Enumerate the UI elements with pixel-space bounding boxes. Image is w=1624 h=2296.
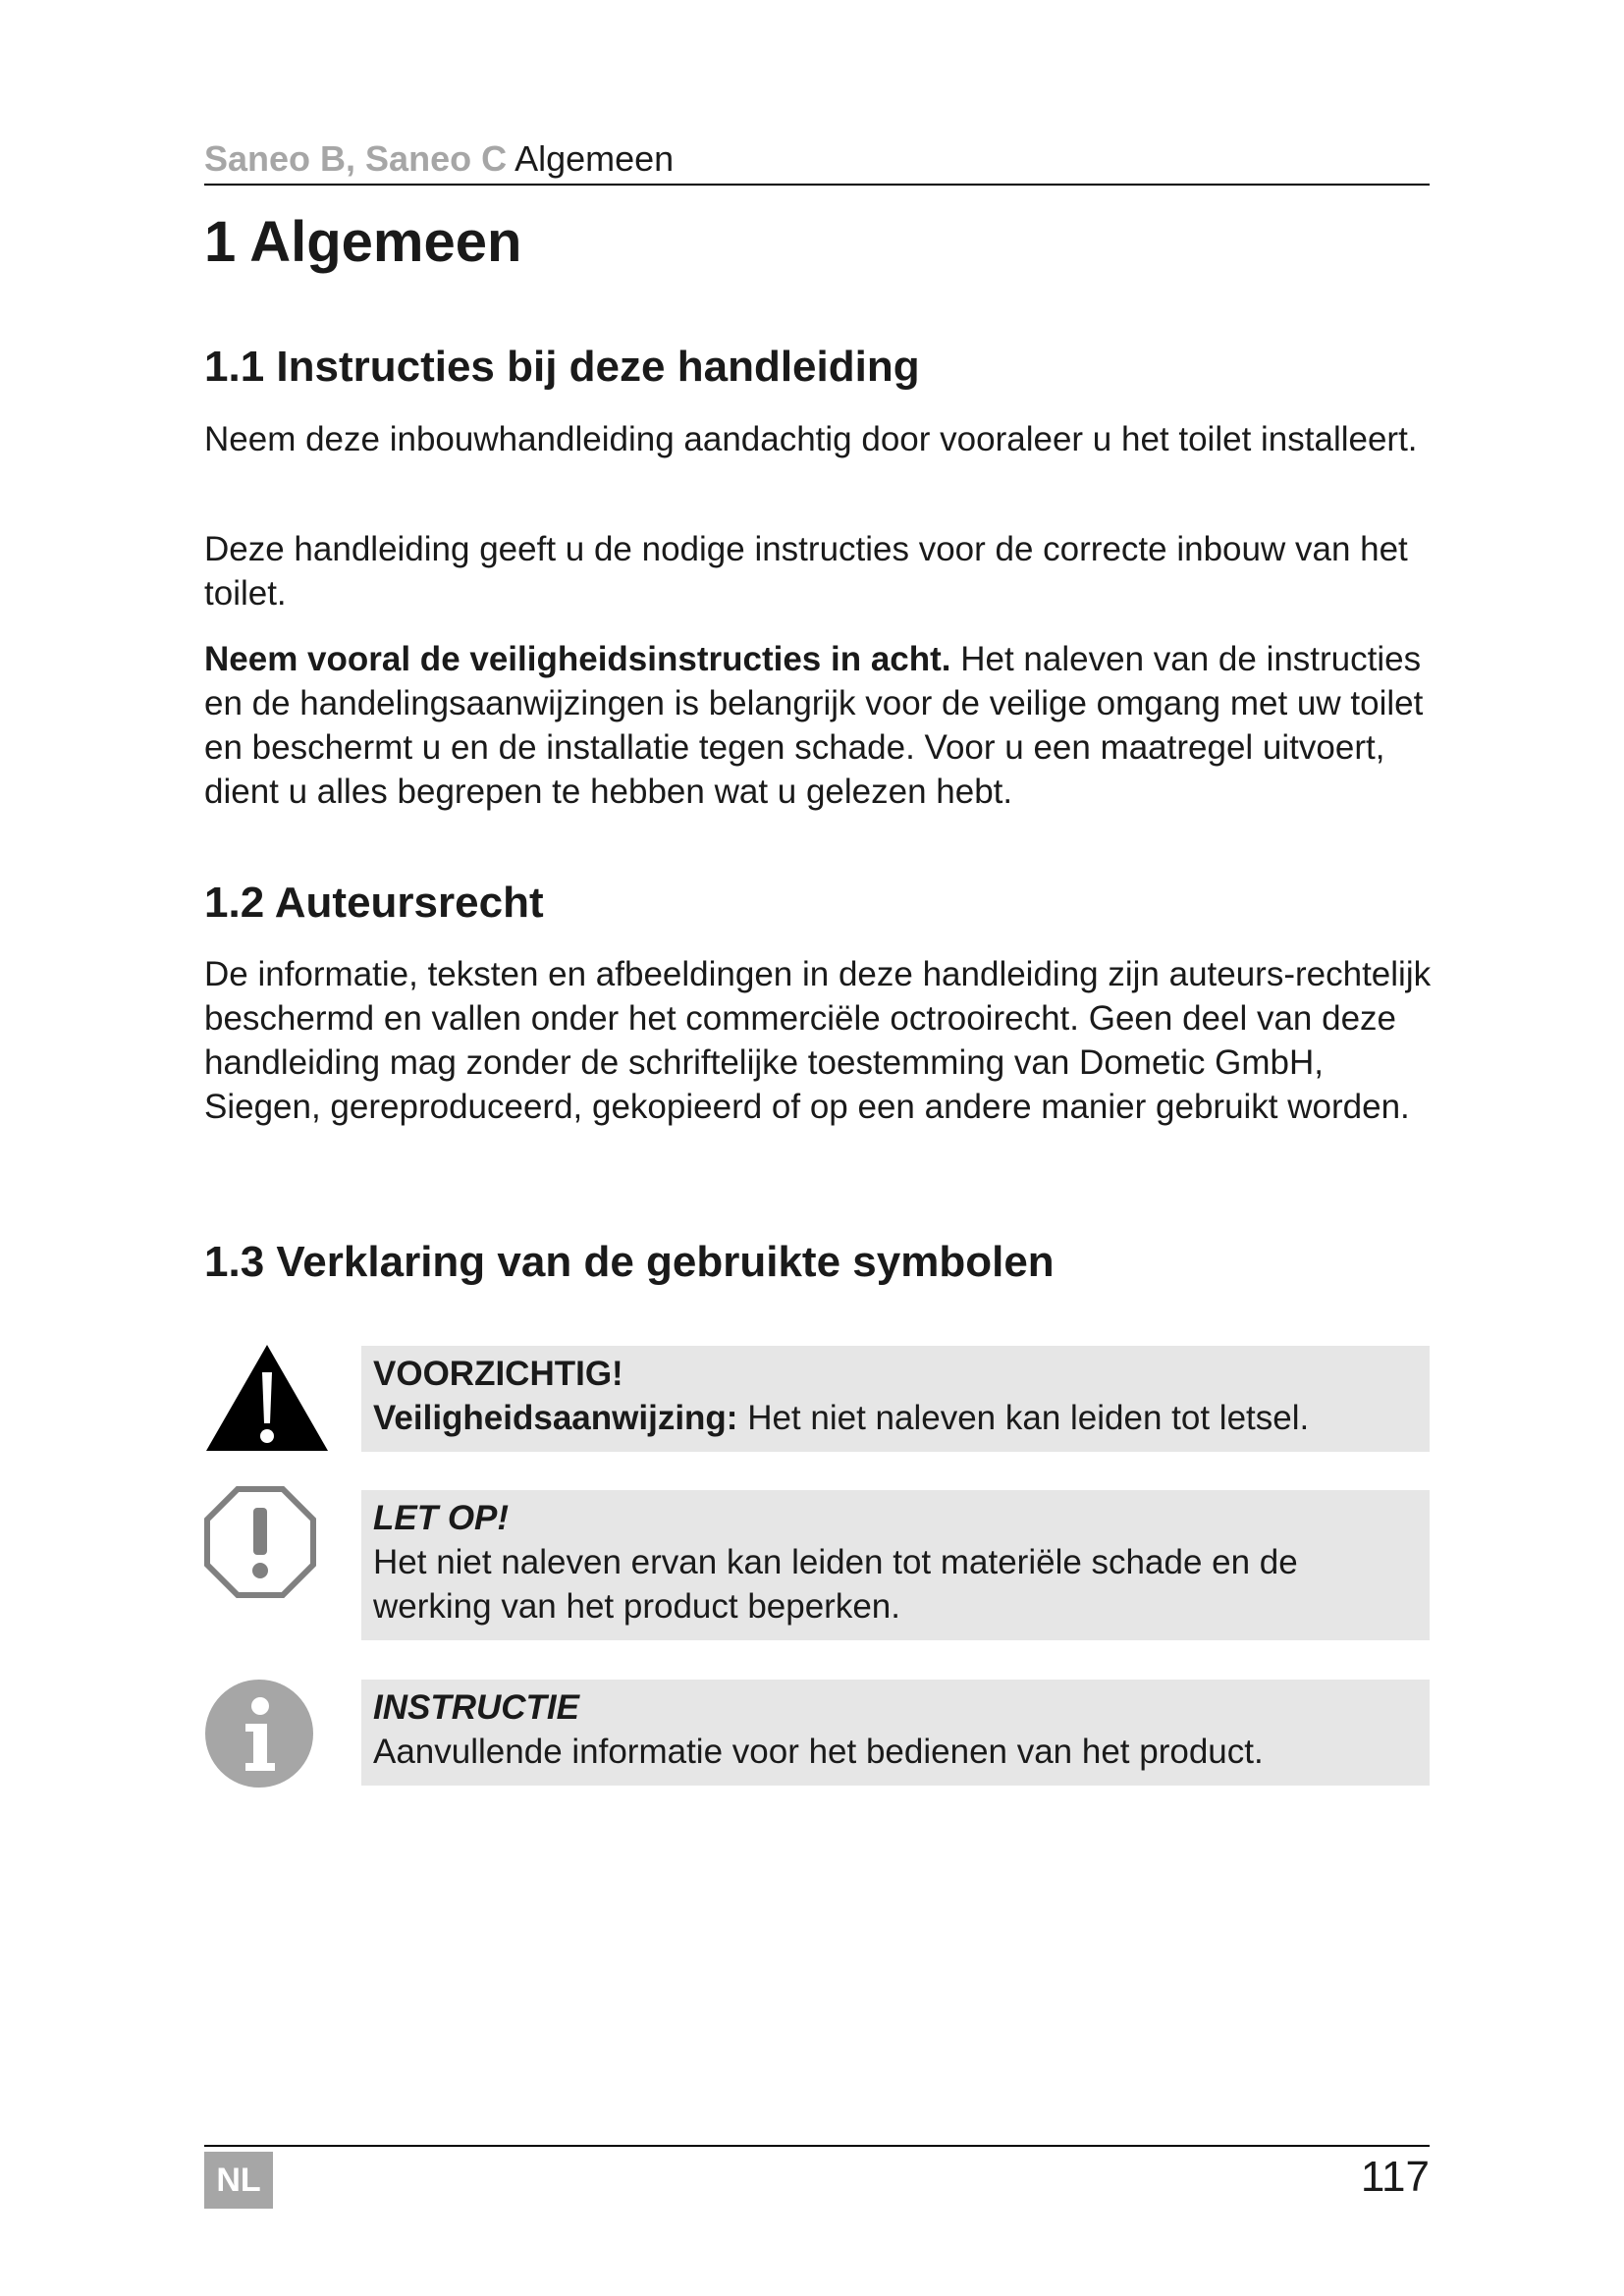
notice-warning-title: VOORZICHTIG!: [373, 1355, 623, 1393]
section-title-copyright: 1.2 Auteursrecht: [204, 879, 544, 927]
notice-caution-body: Het niet naleven ervan kan leiden tot materiële schade en de werking van het product beperken.: [373, 1543, 1298, 1626]
notice-warning-text: Het niet naleven kan leiden tot letsel.: [737, 1399, 1310, 1437]
notice-warning-label: Veiligheidsaanwijzing:: [373, 1399, 738, 1437]
section-title-symbols: 1.3 Verklaring van de gebruikte symbolen: [204, 1238, 1055, 1286]
notice-info-body: Aanvullende informatie voor het bedienen van het product.: [373, 1733, 1264, 1771]
section-title-instructions: 1.1 Instructies bij deze handleiding: [204, 343, 920, 391]
header-product: Saneo B, Saneo C: [204, 138, 508, 179]
notice-info-title: INSTRUCTIE: [373, 1688, 579, 1727]
footer-divider: [204, 2145, 1430, 2147]
notice-warning: [361, 1346, 1430, 1452]
safety-text: Het naleven van de instructies en de handelingsaanwijzingen is belangrijk voor de veilige omgang met uw toilet en beschermt u en de installatie tegen schade. Voor u een maatregel uitvoert, dient u alles begrepen te hebben wat u gelezen hebt.: [204, 640, 1424, 811]
caution-octagon-icon: [204, 1486, 316, 1598]
notice-caution-title: LET OP!: [373, 1499, 510, 1537]
header-divider: [204, 184, 1430, 186]
manual-page: [204, 0, 1430, 2296]
info-icon: [204, 1679, 314, 1789]
page-number: 117: [1360, 2153, 1430, 2201]
header-section: Algemeen: [514, 138, 675, 179]
paragraph-manual-purpose: Deze handleiding geeft u de nodige instructies voor de correcte inbouw van het toilet.: [204, 530, 1408, 613]
running-header: [204, 135, 1430, 183]
chapter-title: 1 Algemeen: [204, 210, 522, 274]
paragraph-safety: [204, 637, 1441, 814]
notice-caution: [361, 1490, 1430, 1640]
notice-warning-body: [373, 1399, 1309, 1437]
safety-emphasis: Neem vooral de veiligheidsinstructies in acht.: [204, 640, 951, 678]
paragraph-read-manual: Neem deze inbouwhandleiding aandachtig door vooraleer u het toilet installeert.: [204, 420, 1418, 458]
language-badge: NL: [204, 2152, 273, 2209]
warning-triangle-icon: [204, 1343, 330, 1453]
notice-info: [361, 1680, 1430, 1786]
paragraph-copyright: De informatie, teksten en afbeeldingen in deze handleiding zijn auteurs-rechtelijk beschermd en vallen onder het commerciële octrooirecht. Geen deel van deze handleiding mag zonder de schriftelijke toestemming van Dometic GmbH, Siegen, gereproduceerd, gekopieerd of op een andere manier gebruikt worden.: [204, 955, 1432, 1126]
